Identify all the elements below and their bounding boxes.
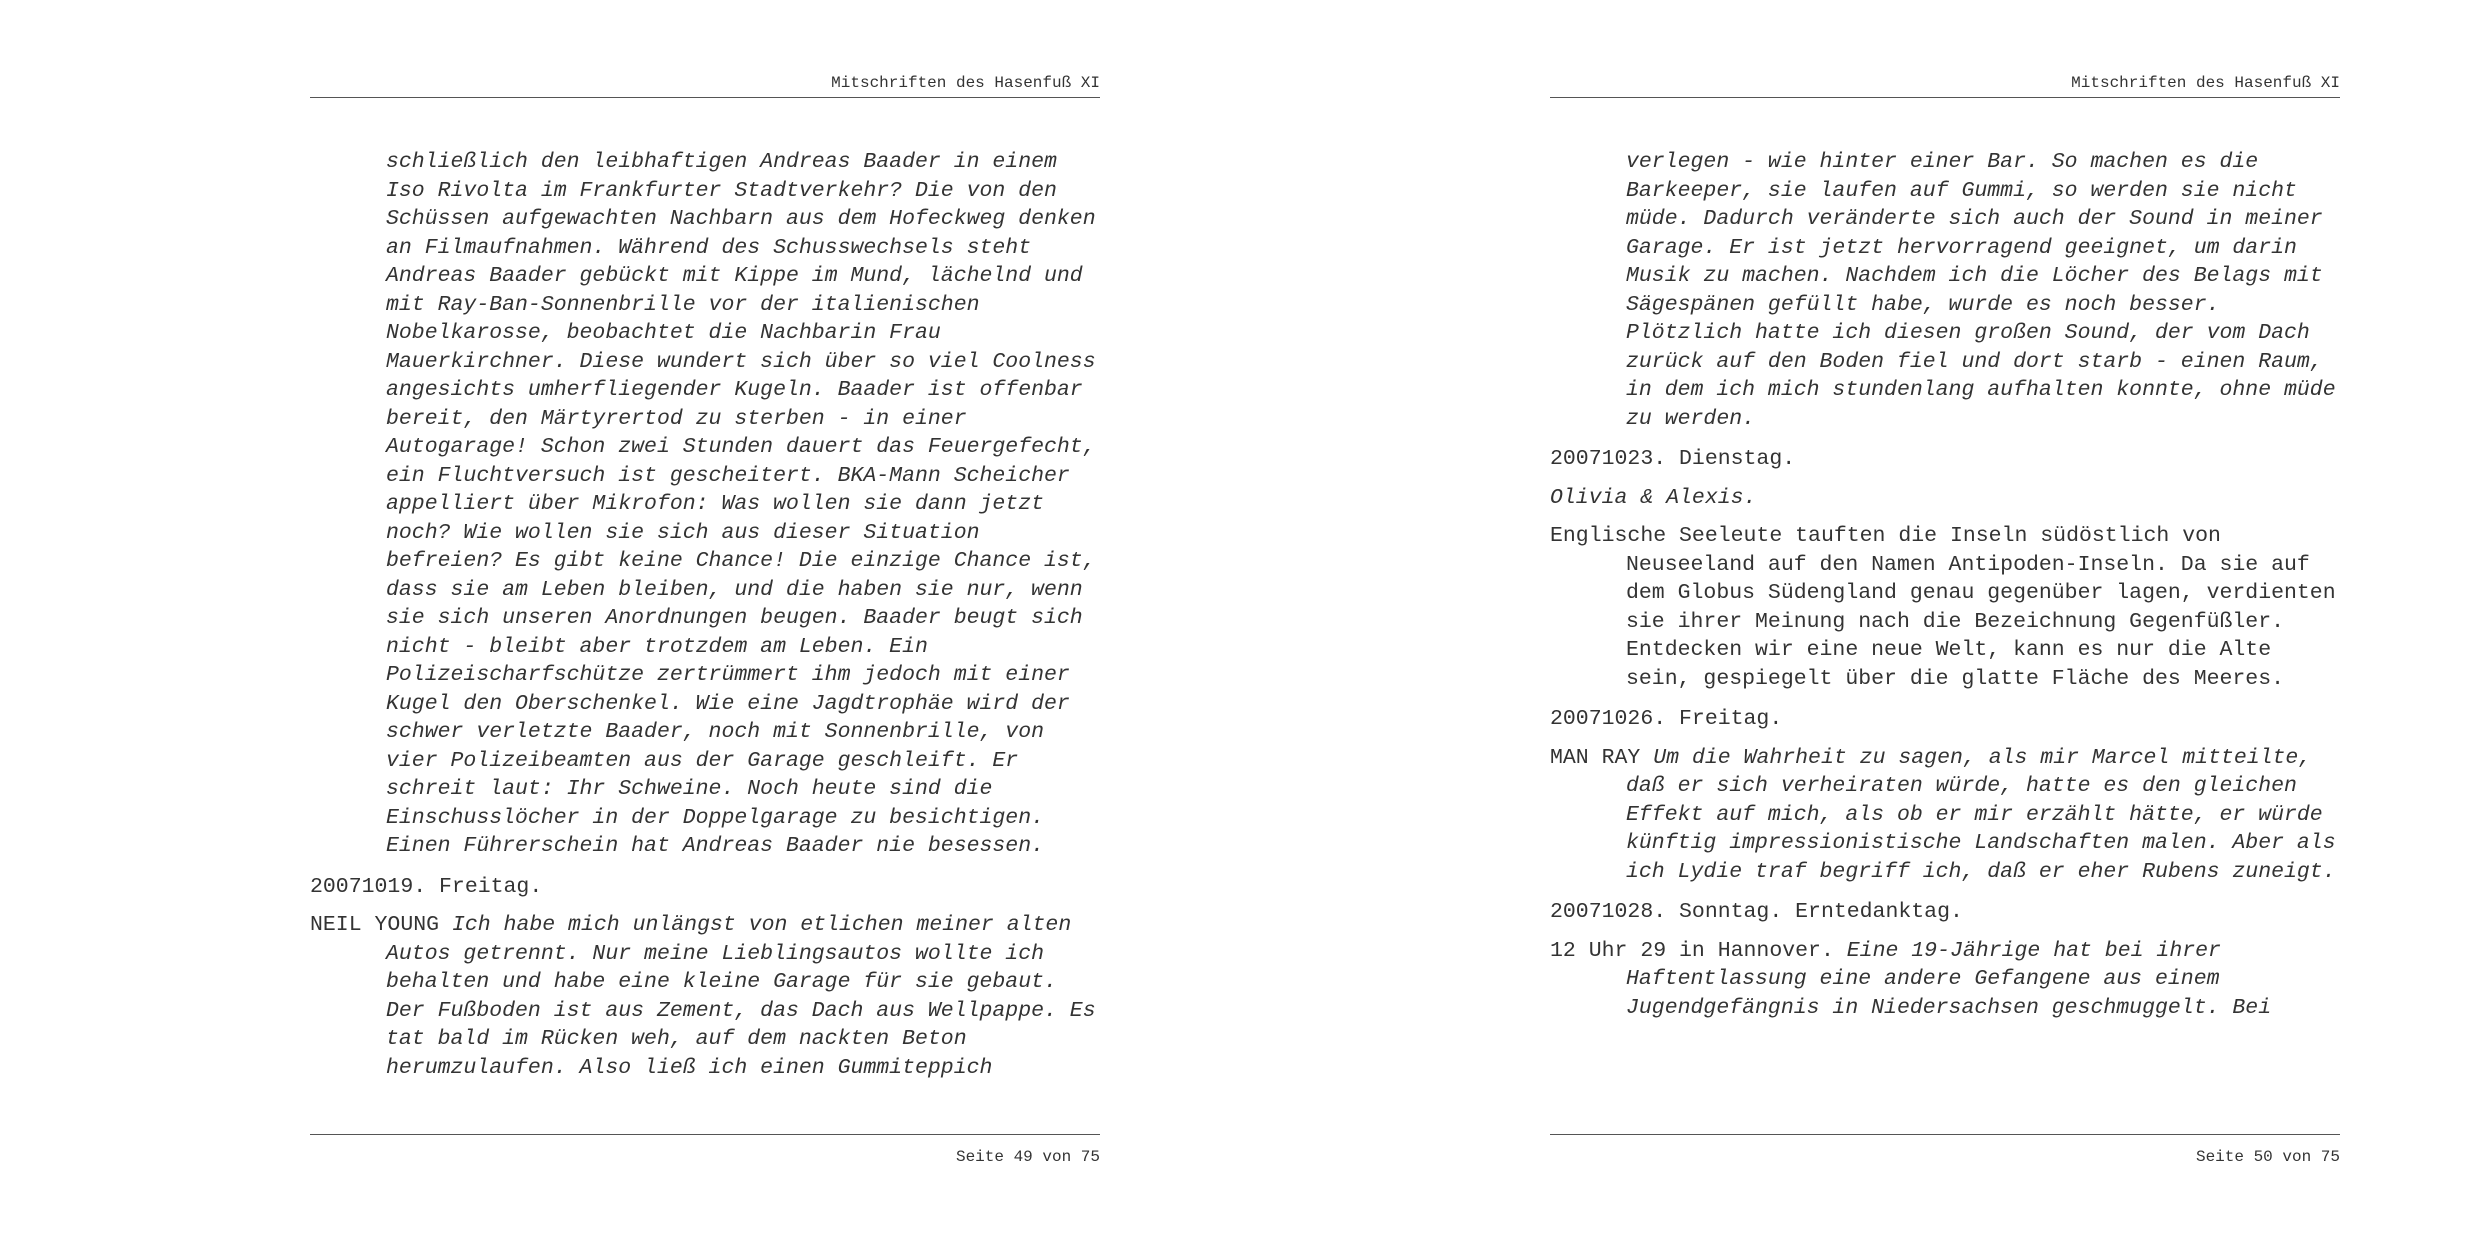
diary-entry <box>1550 937 2340 1023</box>
header-rule <box>1550 97 2340 98</box>
entry-text: Eine 19-Jährige hat bei ihrer Haftentlassung eine andere Gefangene aus einem Jugendgefängnis in Niedersachsen geschmuggelt. Bei <box>1626 938 2272 1020</box>
page-number: Seite 50 von 75 <box>2195 1148 2340 1166</box>
footer-rule <box>310 1134 1100 1135</box>
entry-date: 20071019. Freitag. <box>310 874 543 899</box>
page-left <box>310 0 1100 1240</box>
entry-date: 20071026. Freitag. <box>1550 707 1783 731</box>
quote-block: verlegen - wie hinter einer Bar. So machen es die Barkeeper, sie laufen auf Gummi, so werden sie nicht müde. Dadurch veränderte sich auch der Sound in meiner Garage. Er ist jetzt hervorragend geeignet, um darin Musik zu machen. Nachdem ich die Löcher des Belags mit Sägespänen gefüllt habe, wurde es noch besser. Plötzlich hatte ich diesen großen Sound, der vom Dach zurück auf den Boden fiel und dort starb - einen Raum, in dem ich mich stundenlang aufhalten konnte, ohne müde zu werden. <box>1626 150 2336 431</box>
entry-lead: 12 Uhr 29 in Hannover. <box>1550 938 1834 963</box>
footer-rule <box>1550 1134 2340 1135</box>
diary-entry <box>1550 744 2340 887</box>
page-right <box>1550 0 2340 1240</box>
entry-date: 20071028. Sonntag. Erntedanktag. <box>1550 900 1963 924</box>
entry-subtitle: Olivia & Alexis. <box>1550 485 1757 510</box>
running-header: Mitschriften des Hasenfuß XI <box>2071 74 2340 92</box>
entry-lead: MAN RAY <box>1550 745 1641 770</box>
page-number: Seite 49 von 75 <box>955 1148 1100 1166</box>
page-body <box>310 148 1100 1094</box>
running-header: Mitschriften des Hasenfuß XI <box>831 74 1100 92</box>
page-body <box>1550 148 2340 1034</box>
entry-text: Um die Wahrheit zu sagen, als mir Marcel mitteilte, daß er sich verheiraten würde, hatte es den gleichen Effekt auf mich, als ob er mir erzählt hätte, er würde künftig impressionistische Landschaften malen. Aber als ich Lydie traf begriff ich, daß er eher Rubens zuneigt. <box>1626 745 2336 884</box>
diary-entry: Englische Seeleute tauften die Inseln südöstlich von Neuseeland auf den Namen Antipoden-Inseln. Da sie auf dem Globus Südengland genau gegenüber lagen, verdienten sie ihrer Meinung nach die Bezeichnung Gegenfüßler. Entdecken wir eine neue Welt, kann es nur die Alte sein, gespiegelt über die glatte Fläche des Meeres. <box>1550 524 2336 691</box>
entry-date: 20071023. Dienstag. <box>1550 447 1796 471</box>
entry-text: Ich habe mich unlängst von etlichen meiner alten Autos getrennt. Nur meine Lieblingsautos wollte ich behalten und habe eine kleine Garage für sie gebaut. Der Fußboden ist aus Zement, das Dach aus Wellpappe. Es tat bald im Rücken weh, auf dem nackten Beton herumzulaufen. Also ließ ich einen Gummiteppich <box>386 913 1096 1080</box>
quote-block: schließlich den leibhaftigen Andreas Baader in einem Iso Rivolta im Frankfurter Stadtverkehr? Die von den Schüssen aufgewachten Nachbarn aus dem Hofeckweg denken an Filmaufnahmen. Während des Schusswechsels steht Andreas Baader gebückt mit Kippe im Mund, lächelnd und mit Ray-Ban-Sonnenbrille vor der italienischen Nobelkarosse, beobachtet die Nachbarin Frau Mauerkirchner. Diese wundert sich über so viel Coolness angesichts umherfliegender Kugeln. Baader ist offenbar bereit, den Märtyrertod zu sterben - in einer Autogarage! Schon zwei Stunden dauert das Feuergefecht, ein Fluchtversuch ist gescheitert. BKA-Mann Scheicher appelliert über Mikrofon: Was wollen sie dann jetzt noch? Wie wollen sie sich aus dieser Situation befreien? Es gibt keine Chance! Die einzige Chance ist, dass sie am Leben bleiben, und die haben sie nur, wenn sie sich unseren Anordnungen beugen. Baader beugt sich nicht - bleibt aber trotzdem am Leben. Ein Polizeischarfschütze zertrümmert ihm jedoch mit einer Kugel den Oberschenkel. Wie eine Jagdtrophäe wird der schwer verletzte Baader, noch mit Sonnenbrille, von vier Polizeibeamten aus der Garage geschleift. Er schreit laut: Ihr Schweine. Noch heute sind die Einschusslöcher in der Doppelgarage zu besichtigen. Einen Führerschein hat Andreas Baader nie besessen. <box>386 150 1096 858</box>
header-rule <box>310 97 1100 98</box>
diary-entry <box>310 911 1100 1082</box>
entry-lead: NEIL YOUNG <box>310 913 440 937</box>
